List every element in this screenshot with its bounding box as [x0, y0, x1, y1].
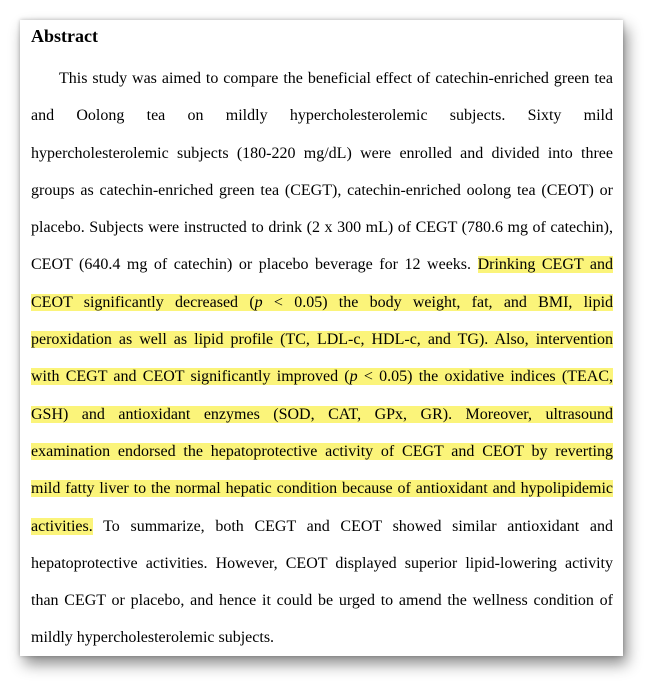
abstract-text: mildly hypercholesterolemic subjects.: [31, 629, 275, 647]
abstract-line: [31, 470, 613, 507]
abstract-line: [31, 508, 613, 545]
abstract-line: [31, 172, 613, 209]
document-page: [20, 20, 623, 656]
abstract-line: [31, 284, 613, 321]
highlighted-text: p: [254, 293, 263, 311]
abstract-heading: Abstract: [31, 26, 98, 46]
highlighted-text: < 0.05) the oxidative indices (TEAC,: [357, 368, 613, 386]
highlighted-text: examination endorsed the hepatoprotective activity of CEGT and CEOT by reverting: [31, 442, 613, 460]
highlighted-text: peroxidation as well as lipid profile (TC, LDL-c, HDL-c, and TG). Also, intervention: [31, 331, 613, 349]
highlighted-text: CEOT significantly decreased (: [31, 293, 255, 311]
abstract-line: [31, 433, 613, 470]
abstract-line: [31, 619, 613, 656]
highlighted-text: p: [349, 368, 358, 386]
highlighted-text: mild fatty liver to the normal hepatic condition because of antioxidant and hypolipidemic: [31, 480, 613, 498]
abstract-line: [31, 135, 613, 172]
abstract-text: than CEGT or placebo, and hence it could be urged to amend the wellness condition of: [31, 592, 613, 610]
abstract-line: [31, 358, 613, 395]
highlighted-text: GSH) and antioxidant enzymes (SOD, CAT, GPx, GR). Moreover, ultrasound: [31, 405, 613, 423]
abstract-line: [31, 209, 613, 246]
abstract-body: [31, 60, 613, 657]
abstract-text: CEOT (640.4 mg of catechin) or placebo beverage for 12 weeks.: [31, 256, 478, 274]
abstract-line: [31, 321, 613, 358]
abstract-text: hypercholesterolemic subjects (180-220 mg/dL) were enrolled and divided into three: [31, 144, 613, 162]
highlighted-text: < 0.05) the body weight, fat, and BMI, lipid: [262, 293, 614, 311]
abstract-text: and Oolong tea on mildly hypercholesterolemic subjects. Sixty mild: [31, 107, 613, 125]
highlighted-text: Drinking CEGT and: [477, 256, 613, 274]
abstract-text: placebo. Subjects were instructed to drink (2 x 300 mL) of CEGT (780.6 mg of catechin),: [31, 219, 613, 237]
abstract-line: [31, 396, 613, 433]
abstract-text: groups as catechin-enriched green tea (CEGT), catechin-enriched oolong tea (CEOT) or: [31, 181, 613, 199]
highlighted-text: with CEGT and CEOT significantly improved (: [31, 368, 350, 386]
abstract-line: [31, 545, 613, 582]
abstract-line: [31, 582, 613, 619]
highlighted-text: activities.: [31, 517, 93, 535]
abstract-line: [31, 97, 613, 134]
abstract-text: This study was aimed to compare the beneficial effect of catechin-enriched green tea: [59, 70, 613, 87]
abstract-line: [31, 60, 613, 97]
abstract-text: To summarize, both CEGT and CEOT showed similar antioxidant and: [92, 517, 613, 535]
abstract-text: hepatoprotective activities. However, CEOT displayed superior lipid-lowering activity: [31, 554, 613, 572]
abstract-line: [31, 246, 613, 283]
